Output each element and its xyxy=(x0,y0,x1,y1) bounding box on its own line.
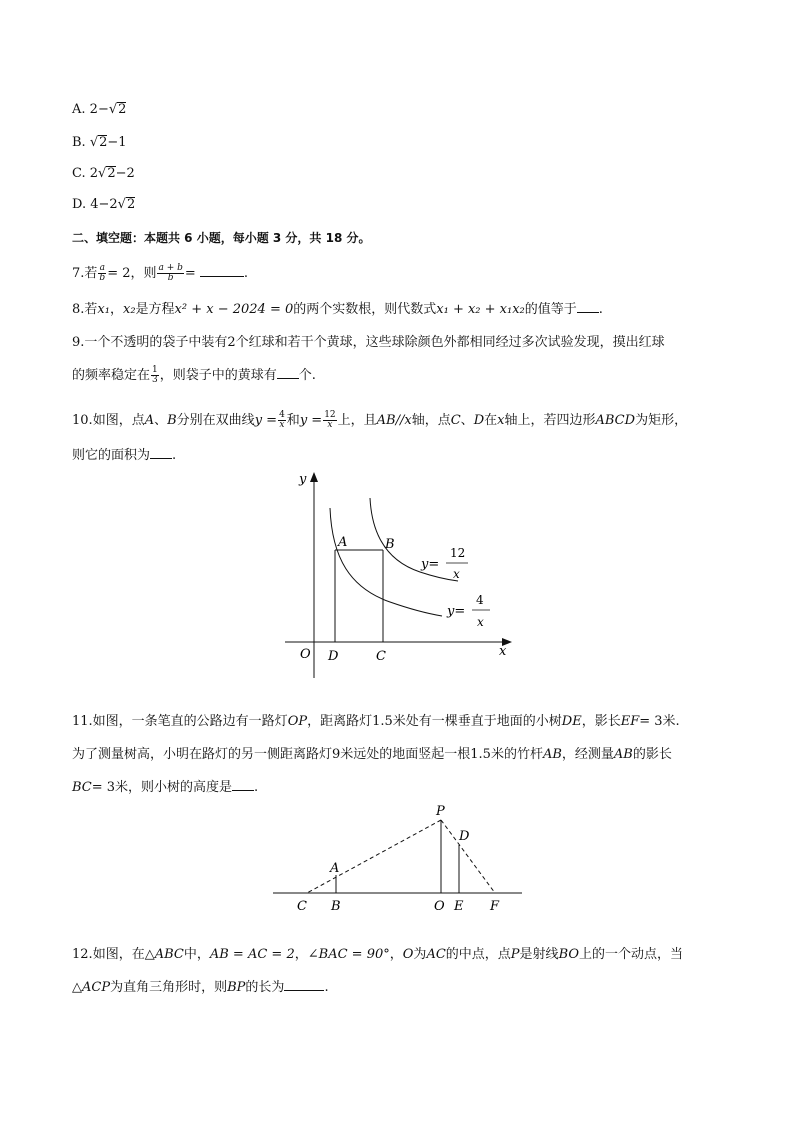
numerator: a + b xyxy=(158,263,183,273)
radicand: 2 xyxy=(118,102,127,117)
point-c-label: C xyxy=(297,899,307,914)
option-a xyxy=(72,101,126,119)
text: 的影长 xyxy=(632,747,672,762)
figure-10-hyperbola-graph xyxy=(280,468,520,683)
text: 、 xyxy=(460,413,474,428)
point-b-label: B xyxy=(385,537,395,552)
text: 的频率稳定在 xyxy=(72,368,151,383)
question-9-line-1: 9.一个不透明的袋子中装有2个红球和若干个黄球，这些球除颜色外都相同经过多次试验发现，摸出红球 xyxy=(72,335,665,350)
math: BP xyxy=(227,980,246,995)
text: 如图，在 xyxy=(92,947,145,962)
text: 、 xyxy=(154,413,168,428)
text: ，距离路灯1.5米处有一棵垂直于地面的小树 xyxy=(307,714,562,729)
text: 的长为 xyxy=(245,980,285,995)
text: = 2，则 xyxy=(107,266,157,281)
text: 中， xyxy=(183,947,210,962)
x-axis-label: x xyxy=(499,644,507,659)
point-p-label: P xyxy=(436,804,445,819)
option-letter: C. xyxy=(72,166,86,181)
text: 是射线 xyxy=(519,947,559,962)
point-a-label: A xyxy=(330,861,340,876)
text: . xyxy=(254,780,259,795)
math: AB xyxy=(542,747,562,762)
answer-blank[interactable] xyxy=(284,978,324,991)
text: 为直角三角形时，则 xyxy=(110,980,228,995)
ray-pc xyxy=(307,820,441,893)
math: x₂ xyxy=(122,302,136,317)
math: BC xyxy=(72,780,92,795)
question-number: 7. xyxy=(72,266,85,281)
text: = 3米，则小树的高度是 xyxy=(91,780,233,795)
text: ， xyxy=(389,947,403,962)
answer-blank[interactable] xyxy=(200,264,244,277)
curve2-label-num: 4 xyxy=(476,593,484,607)
radicand: 2 xyxy=(99,135,108,150)
option-text: 2 xyxy=(89,166,99,181)
text: . xyxy=(172,448,177,463)
fraction xyxy=(151,366,159,385)
math: AB xyxy=(613,747,633,762)
point-d-label: D xyxy=(459,829,470,844)
question-11-line-1 xyxy=(72,713,680,731)
text: . xyxy=(598,302,603,317)
option-d xyxy=(72,196,135,214)
option-letter: B. xyxy=(72,135,86,150)
radicand: 2 xyxy=(107,166,116,181)
math: P xyxy=(510,947,520,962)
text: = 3米. xyxy=(639,714,680,729)
text: ，则袋子中的黄球有 xyxy=(159,368,277,383)
text: 的值等于 xyxy=(524,302,577,317)
math: x xyxy=(497,413,505,428)
point-c-label: C xyxy=(376,649,386,664)
denominator: x xyxy=(279,420,285,430)
question-10-line-2 xyxy=(72,446,176,465)
text: 若 xyxy=(84,266,98,281)
text: . xyxy=(243,266,249,281)
text: 的中点，点 xyxy=(445,947,511,962)
sqrt-sign: √ xyxy=(117,197,126,212)
math: AB//x xyxy=(376,413,412,428)
curve1-label-den: x xyxy=(453,567,460,581)
text: 的两个实数根，则代数式 xyxy=(293,302,437,317)
curve1-label-num: 12 xyxy=(450,546,466,560)
text: 11.如图，一条笔直的公路边有一路灯 xyxy=(72,714,288,729)
math: BO xyxy=(558,947,580,962)
question-number: 8. xyxy=(72,302,85,317)
text: 和 xyxy=(286,413,300,428)
text: 则它的面积为 xyxy=(72,448,151,463)
math: C xyxy=(450,413,461,428)
option-text: −1 xyxy=(107,135,127,150)
text: ，影长 xyxy=(581,714,621,729)
point-o-label: O xyxy=(434,899,445,914)
numerator: a xyxy=(99,263,105,273)
text: 为了测量树高，小明在路灯的另一侧距离路灯9米远处的地面竖起一根1.5米的竹杆 xyxy=(72,747,543,762)
sqrt-sign: √ xyxy=(89,135,99,150)
text: 个. xyxy=(298,368,316,383)
text: 如图，点 xyxy=(92,413,145,428)
question-number: 10. xyxy=(72,413,93,428)
text: 为 xyxy=(413,947,427,962)
option-letter: A. xyxy=(72,102,86,117)
point-b-label: B xyxy=(331,899,341,914)
text: . xyxy=(324,980,329,995)
fraction xyxy=(278,411,286,430)
fraction xyxy=(323,411,336,430)
sqrt-sign: √ xyxy=(98,166,107,181)
denominator: b xyxy=(99,273,106,283)
answer-blank[interactable] xyxy=(577,300,599,313)
denominator: 3 xyxy=(152,375,158,385)
radicand: 2 xyxy=(126,197,136,212)
math: △ACP xyxy=(72,980,111,995)
math: DE xyxy=(561,714,582,729)
math: y = xyxy=(254,413,278,428)
math: x₁ + x₂ + x₁x₂ xyxy=(436,302,525,317)
math: AC xyxy=(426,947,446,962)
y-axis-label: y xyxy=(299,472,307,487)
text: ， xyxy=(109,302,123,317)
question-9-line-2 xyxy=(72,366,316,385)
denominator: b xyxy=(167,273,174,283)
math: ∠BAC = 90° xyxy=(307,947,390,962)
math: A xyxy=(144,413,155,428)
text: 是方程 xyxy=(135,302,175,317)
text: 上的一个动点，当 xyxy=(579,947,684,962)
text: ， xyxy=(294,947,308,962)
curve2-label-den: x xyxy=(477,615,484,629)
option-letter: D. xyxy=(72,197,87,212)
question-10-line-1 xyxy=(72,411,687,430)
question-7 xyxy=(72,264,248,283)
answer-blank[interactable] xyxy=(150,446,172,459)
text: 为矩形， xyxy=(635,413,688,428)
answer-blank[interactable] xyxy=(277,366,299,379)
answer-blank[interactable] xyxy=(232,778,254,791)
math: B xyxy=(167,413,177,428)
math: OP xyxy=(287,714,308,729)
math: △ABC xyxy=(144,947,184,962)
question-11-line-2 xyxy=(72,746,672,764)
text: 在 xyxy=(484,413,498,428)
origin-label: O xyxy=(300,647,311,662)
fraction xyxy=(98,264,106,283)
numerator: 4 xyxy=(279,410,285,420)
text: 分别在双曲线 xyxy=(176,413,255,428)
option-b xyxy=(72,134,127,152)
math: x₁ xyxy=(97,302,110,317)
question-number: 12. xyxy=(72,947,93,962)
option-c xyxy=(72,165,135,183)
math: AB = AC = 2 xyxy=(209,947,295,962)
point-e-label: E xyxy=(454,899,464,914)
text: = xyxy=(184,266,196,281)
text: 若 xyxy=(84,302,98,317)
numerator: 12 xyxy=(324,410,336,420)
option-text: −2 xyxy=(115,166,135,181)
text: 轴，点 xyxy=(411,413,451,428)
math: ABCD xyxy=(595,413,636,428)
sqrt-sign: √ xyxy=(108,102,118,117)
math: EF xyxy=(620,714,640,729)
curve1-label-y: y= xyxy=(421,557,440,572)
figure-11-streetlight-diagram xyxy=(270,800,526,915)
question-8 xyxy=(72,300,603,319)
point-a-label: A xyxy=(338,535,348,550)
text: ，经测量 xyxy=(561,747,614,762)
point-f-label: F xyxy=(490,899,500,914)
math: O xyxy=(402,947,414,962)
math: x² + x − 2024 = 0 xyxy=(174,302,294,317)
question-12-line-2 xyxy=(72,978,329,997)
math: y = xyxy=(299,413,323,428)
question-12-line-1 xyxy=(72,946,683,964)
y-axis-arrow-icon xyxy=(310,472,318,482)
text: 轴上，若四边形 xyxy=(504,413,596,428)
option-text: 2− xyxy=(89,102,109,117)
math: D xyxy=(473,413,485,428)
numerator: 1 xyxy=(152,365,158,375)
denominator: x xyxy=(327,420,333,430)
text: 上，且 xyxy=(337,413,377,428)
option-text: 4−2 xyxy=(90,197,118,212)
section-title: 二、填空题：本题共 6 小题，每小题 3 分，共 18 分。 xyxy=(72,231,371,245)
fraction xyxy=(157,264,183,283)
curve2-label-y: y= xyxy=(447,604,466,619)
question-11-line-3 xyxy=(72,778,258,797)
point-d-label: D xyxy=(328,649,339,664)
